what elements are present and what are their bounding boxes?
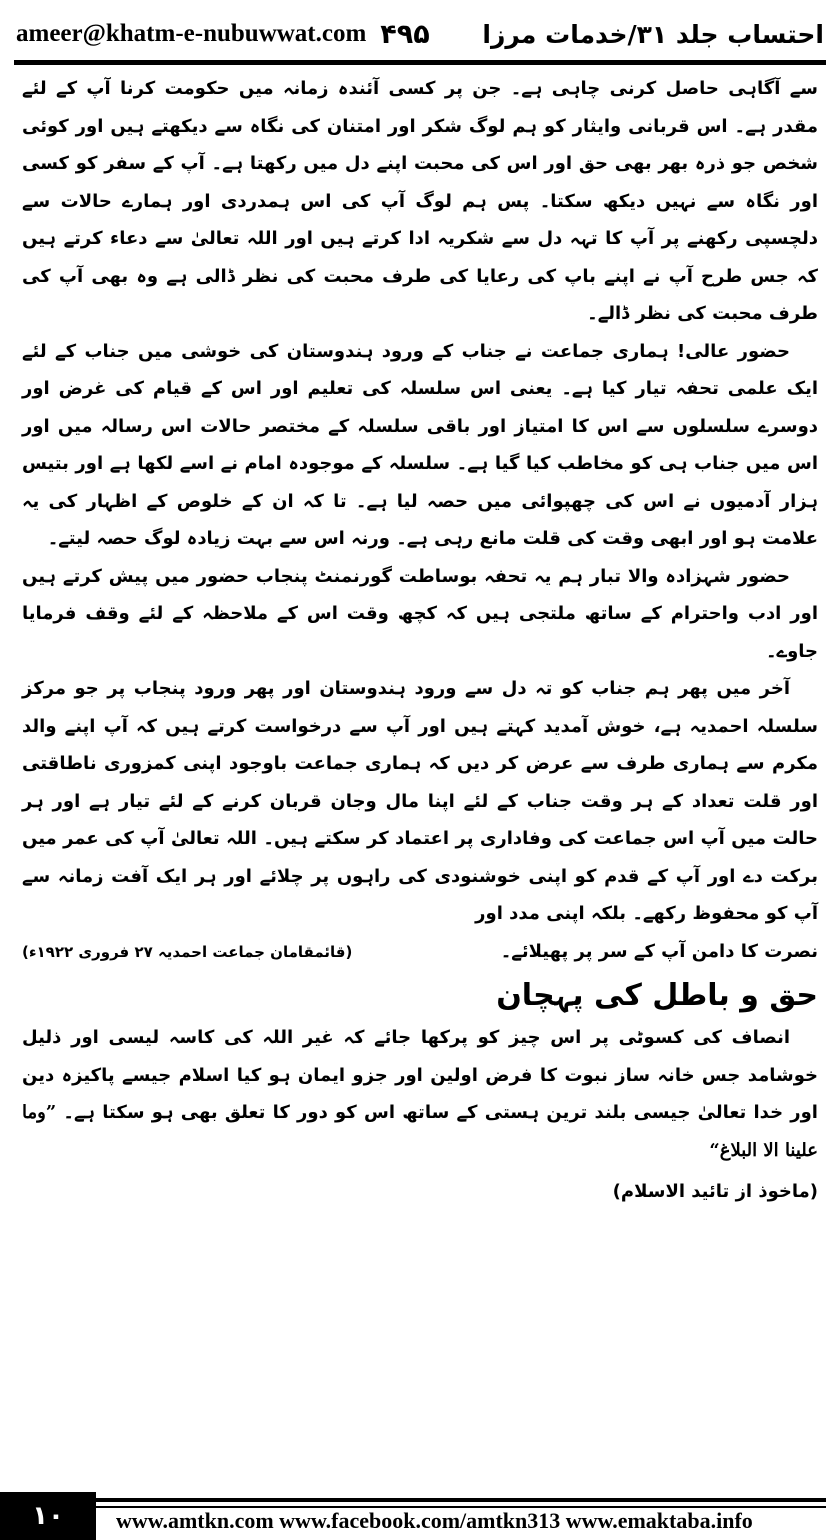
header-left [16,19,430,50]
paragraph-3: حضور شہزادہ والا تبار ہم یہ تحفہ بوساطت گورنمنٹ پنجاب حضور میں پیش کرتے ہیں اور ادب واحترام کے ساتھ ملتجی ہیں کہ کچھ وقت اس کے ملاحظہ کے لئے وقف فرمایا جاوے۔ [22,565,818,662]
source-citation: (ماخوذ از تائید الاسلام) [612,1181,818,1202]
arabic-quote: ”وما علینا الا البلاغ“ [22,1102,818,1161]
header-book-title: احتساب جلد ۳۱/خدمات مرزا [482,19,824,49]
footer-page-box [0,1492,96,1540]
closing-row [22,933,818,972]
paragraph-1: سے آگاہی حاصل کرنی چاہی ہے۔ جن پر کسی آئندہ زمانہ میں حکومت کرنا آپ کے لئے مقدر ہے۔ اس قربانی وایثار کو ہم لوگ شکر اور امتنان کی نگاہ سے دیکھتے ہیں اور کوئی شخص جو ذرہ بھر بھی حق اور اس کی محبت اپنے دل میں رکھتا ہے۔ آپ کے سفر کو کسی اور نگاہ سے نہیں دیکھ سکتا۔ پس ہم لوگ آپ کی اس ہمدردی اور ہمارے حالات سے دلچسپی رکھنے پر آپ کا تہہ دل سے شکریہ ادا کرتے ہیں اور اللہ تعالیٰ سے دعاء کرتے ہیں کہ جس طرح آپ نے اپنے باپ کی رعایا کی طرف محبت کی نظر ڈالی ہے وہ بھی آپ کی طرف محبت کی نظر ڈالے۔ [22,78,818,324]
footer-urls[interactable]: www.amtkn.com www.facebook.com/amtkn313 www.emaktaba.info [116,1508,753,1533]
paragraph-5 [22,1019,818,1169]
paragraph-4-last-line: نصرت کا دامن آپ کے سر پر پھیلائے۔ [500,940,818,962]
paragraph-2: حضور عالی! ہماری جماعت نے جناب کے ورود ہندوستان کی خوشی میں جناب کے لئے ایک علمی تحفہ تیار کیا ہے۔ یعنی اس سلسلہ کی تعلیم اور اس کے قیام کی غرض اور دوسرے سلسلوں سے اس کا امتیاز اور باقی سلسلہ کے مختصر حالات اس رسالہ میں اور اس میں جناب ہی کو مخاطب کیا گیا ہے۔ سلسلہ کے موجودہ امام نے اسے لکھا ہے اور بتیس ہزار آدمیوں نے اس کی چھپوائی میں حصہ لیا ہے۔ تا کہ ان کے خلوص کے اظہار کی یہ علامت ہو اور ابھی وقت کی قلت مانع رہی ہے۔ ورنہ اس سے بہت زیادہ لوگ حصہ لیتے۔ [22,340,818,549]
header-rule [14,60,826,65]
page-header [16,12,824,56]
page-body [22,70,818,1211]
section-heading: حق و باطل کی پہچان [496,978,818,1013]
footer-page-number: ۱۰ [32,1501,64,1531]
header-email[interactable]: ameer@khatm-e-nubuwwat.com [16,20,367,47]
header-page-number: ۴۹۵ [380,18,430,50]
paragraph-4: آخر میں پھر ہم جناب کو تہ دل سے ورود ہندوستان اور پھر ورود پنجاب پر جو مرکز سلسلہ احمدیہ ہے، خوش آمدید کہتے ہیں اور آپ سے درخواست کرتے ہیں کہ آپ اپنے والد مکرم سے ہماری طرف سے عرض کر دیں کہ ہماری جماعت باوجود اپنی کمزوری ناطاقتی اور قلت تعداد کے ہر وقت جناب کے لئے اپنا مال وجان قربان کرنے کے لئے تیار ہے اور ہر حالت میں آپ اس جماعت کی وفاداری پر اعتماد کر سکتے ہیں۔ اللہ تعالیٰ آپ کی عمر میں برکت دے اور آپ کے قدم کو اپنی خوشنودی کی راہوں پر چلائے اور ہر ایک آفت زمانہ سے آپ کو محفوظ رکھے۔ بلکہ اپنی مدد اور [22,678,818,924]
footer-rule-thick [96,1498,826,1502]
paragraph-5-text: انصاف کی کسوٹی پر اس چیز کو پرکھا جائے کہ غیر اللہ کی کاسہ لیسی اور ذلیل خوشامد جس خانہ ساز نبوت کا فرض اولین اور جزو ایمان ہو کیا اسلام جیسے پاکیزہ دین اور خدا تعالیٰ جیسی بلند ترین ہستی کے ساتھ اس کو دور کا تعلق بھی ہو سکتا ہے۔ [22,1027,818,1123]
signature: (قائمقامان جماعت احمدیہ ۲۷ فروری ۱۹۲۲ء) [22,942,353,961]
page-footer [0,1492,840,1540]
